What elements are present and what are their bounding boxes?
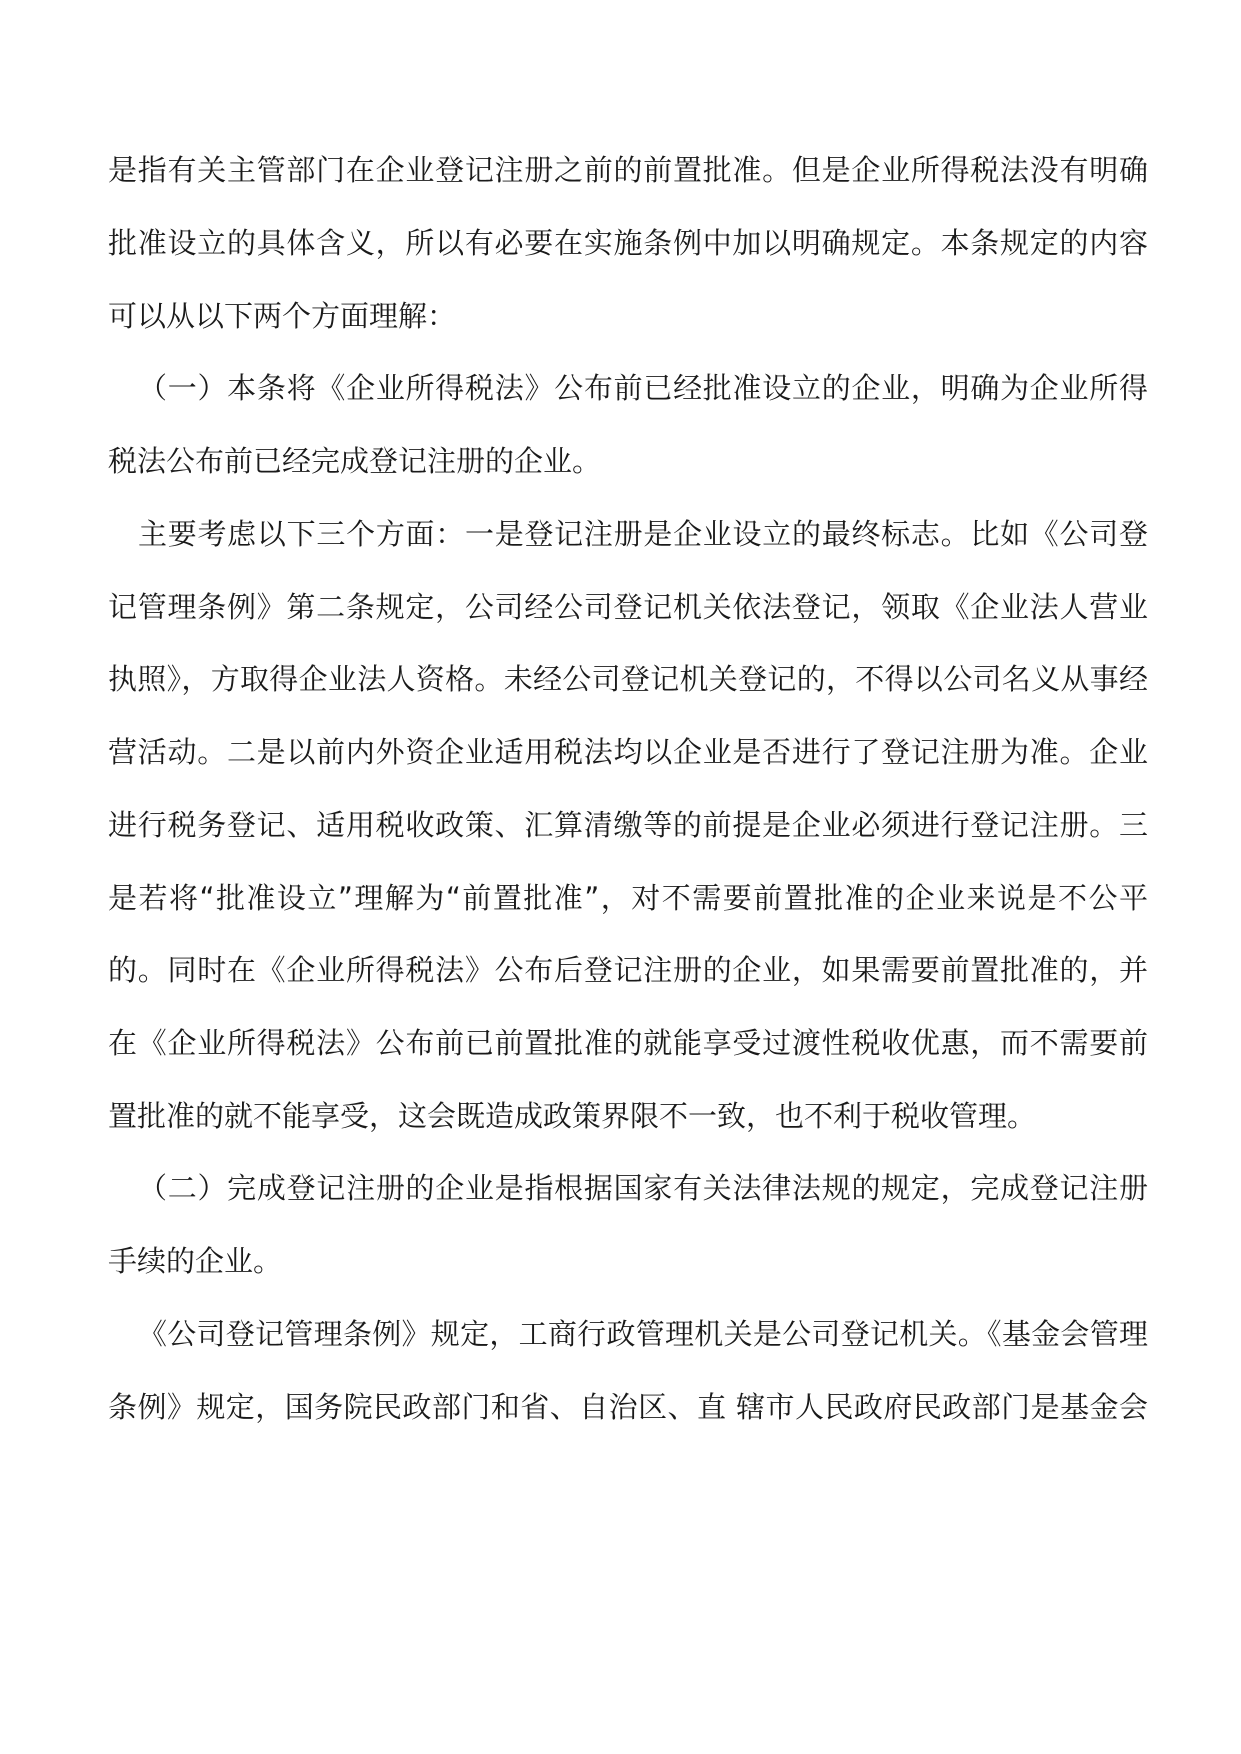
text-line: （一）本条将《企业所得税法》公布前已经批准设立的企业，明确为企业所得 — [138, 371, 1148, 405]
text-line: 进行税务登记、适用税收政策、汇算清缴等的前提是企业必须进行登记注册。三 — [108, 808, 1148, 842]
text-line: 在《企业所得税法》公布前已前置批准的就能享受过渡性税收优惠，而不需要前 — [108, 1026, 1148, 1060]
text-line: 手续的企业。 — [108, 1244, 283, 1278]
text-line: 批准设立的具体含义，所以有必要在实施条例中加以明确规定。本条规定的内容 — [108, 226, 1148, 260]
text-line: 执照》，方取得企业法人资格。未经公司登记机关登记的，不得以公司名义从事经 — [108, 662, 1148, 696]
text-line: 记管理条例》第二条规定，公司经公司登记机关依法登记，领取《企业法人营业 — [108, 590, 1148, 624]
text-line: 《公司登记管理条例》规定，工商行政管理机关是公司登记机关。《基金会管理 — [138, 1317, 1148, 1351]
text-line: 税法公布前已经完成登记注册的企业。 — [108, 444, 602, 478]
text-line: 营活动。二是以前内外资企业适用税法均以企业是否进行了登记注册为准。企业 — [108, 735, 1148, 769]
text-line: （二）完成登记注册的企业是指根据国家有关法律法规的规定，完成登记注册 — [138, 1171, 1148, 1205]
text-line: 主要考虑以下三个方面：一是登记注册是企业设立的最终标志。比如《公司登 — [138, 517, 1148, 551]
text-line: 可以从以下两个方面理解： — [108, 299, 457, 333]
text-line: 是指有关主管部门在企业登记注册之前的前置批准。但是企业所得税法没有明确 — [108, 153, 1148, 187]
text-line: 是若将“批准设立”理解为“前置批准”，对不需要前置批准的企业来说是不公平 — [108, 881, 1148, 915]
text-line: 置批准的就不能享受，这会既造成政策界限不一致，也不利于税收管理。 — [108, 1099, 1037, 1133]
text-line: 的。同时在《企业所得税法》公布后登记注册的企业，如果需要前置批准的，并 — [108, 953, 1148, 987]
text-line: 条例》规定，国务院民政部门和省、自治区、直 辖市人民政府民政部门是基金会 — [108, 1390, 1148, 1424]
